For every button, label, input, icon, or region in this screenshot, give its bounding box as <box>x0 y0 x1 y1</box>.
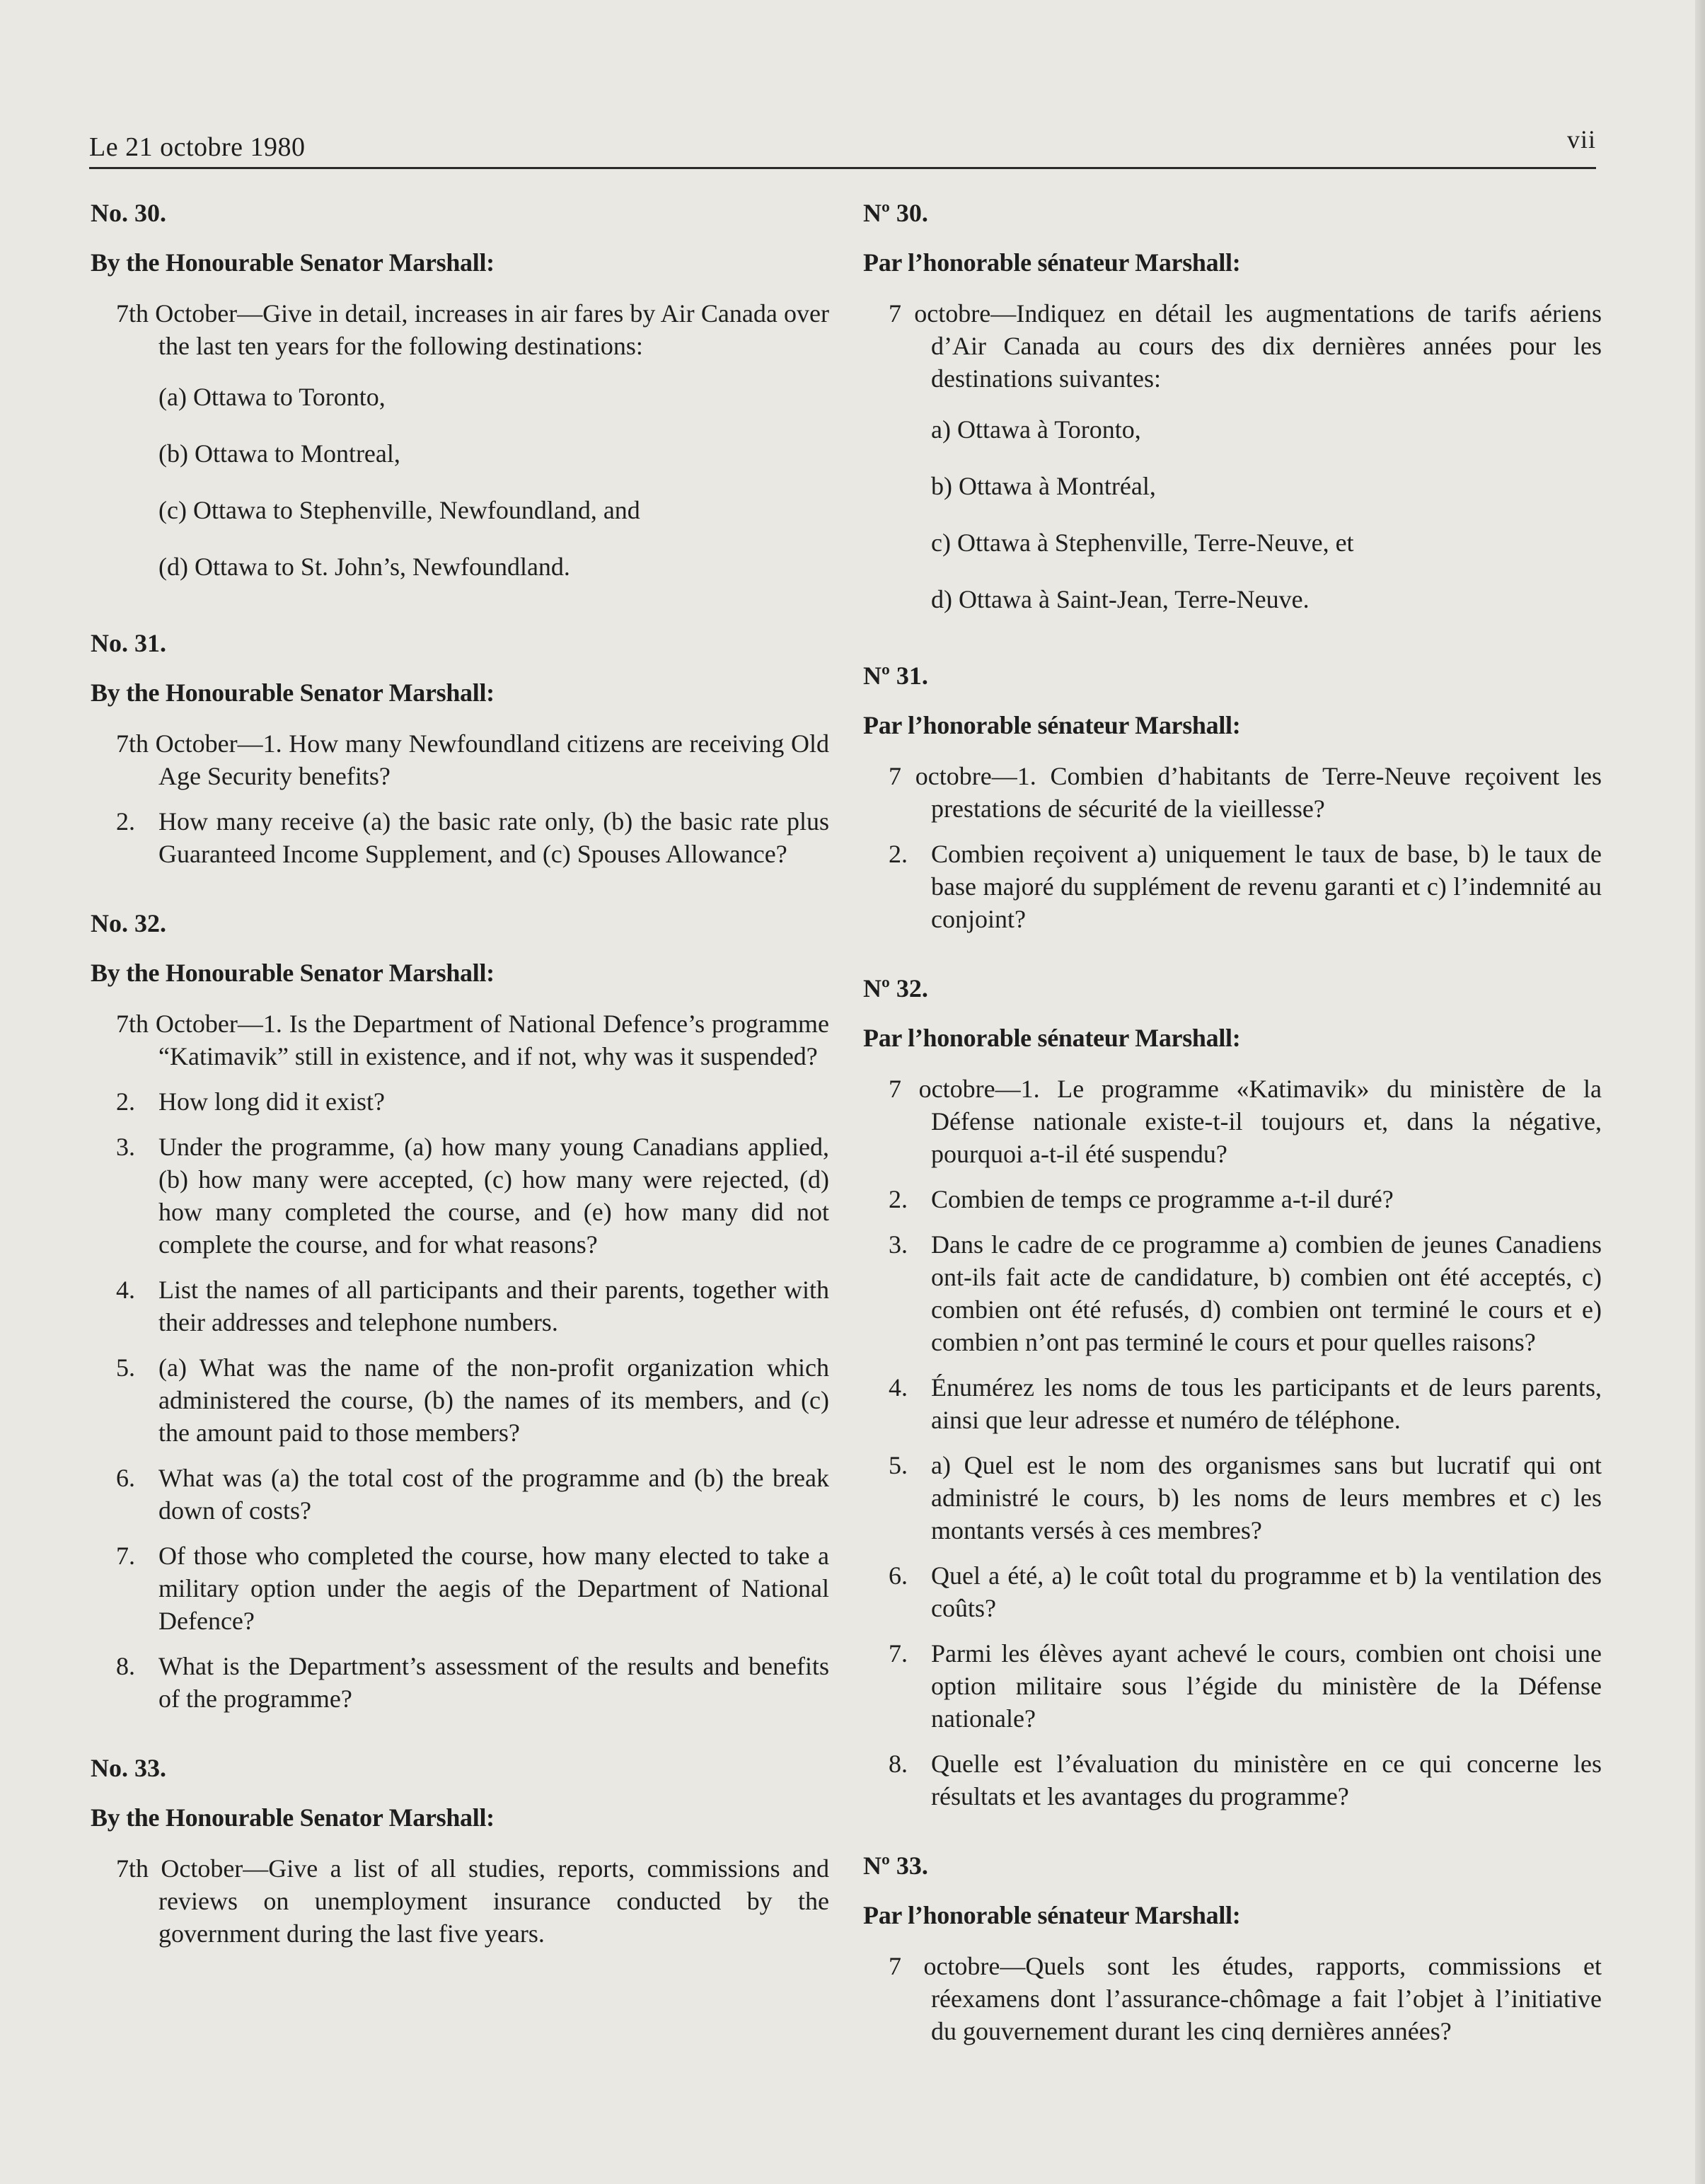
list-item: b) Ottawa à Montréal, <box>931 472 1156 500</box>
page-number: vii <box>1566 125 1596 154</box>
list-item: d) Ottawa à Saint-Jean, Terre-Neuve. <box>931 585 1310 613</box>
item-text: How many receive (a) the basic rate only, (b) the basic rate plus Guaranteed Income Supplement, and (c) Spouses Allowance? <box>158 807 829 868</box>
list-item: (d) Ottawa to St. John’s, Newfoundland. <box>158 553 570 581</box>
item-text: Énumérez les noms de tous les participants et de leurs parents, ainsi que leur adresse et numéro de téléphone. <box>931 1373 1602 1434</box>
question-text: 7th October—1. How many Newfoundland citizens are receiving Old Age Security benefits? <box>116 729 829 790</box>
question-33-fr <box>863 1851 1613 2047</box>
question-32-en <box>91 908 840 1715</box>
french-column <box>863 198 1613 2060</box>
english-column <box>91 198 840 1963</box>
question-item <box>863 838 1613 935</box>
question-item <box>91 1131 840 1261</box>
question-author: Par l’honorable sénateur Marshall: <box>863 711 1241 739</box>
item-text: How long did it exist? <box>158 1087 385 1116</box>
question-text: 7 octobre—1. Le programme «Katimavik» du ministère de la Défense nationale existe-t-il toujours et, dans la négative, pourquoi a-t-il été suspendu? <box>889 1075 1602 1168</box>
question-33-en <box>91 1753 840 1950</box>
item-text: What is the Department’s assessment of the results and benefits of the programme? <box>158 1652 829 1713</box>
header-date: Le 21 octobre 1980 <box>89 132 306 162</box>
question-30-fr <box>863 198 1613 616</box>
question-item <box>91 805 840 870</box>
item-number: 6. <box>889 1561 908 1590</box>
question-number: Nº 30. <box>863 199 928 227</box>
item-number: 4. <box>116 1276 135 1304</box>
question-author: By the Honourable Senator Marshall: <box>91 959 495 987</box>
item-text: Of those who completed the course, how many elected to take a military option under the aegis of the Department of National Defence? <box>158 1542 829 1635</box>
item-text: Quelle est l’évaluation du ministère en ce qui concerne les résultats et les avantages du programme? <box>931 1750 1602 1810</box>
item-number: 6. <box>116 1464 135 1492</box>
question-number: Nº 31. <box>863 661 928 690</box>
list-item: c) Ottawa à Stephenville, Terre-Neuve, et <box>931 528 1354 557</box>
question-item <box>91 1539 840 1637</box>
page-header <box>89 119 1596 169</box>
item-text: List the names of all participants and their parents, together with their addresses and telephone numbers. <box>158 1276 829 1336</box>
item-text: What was (a) the total cost of the programme and (b) the break down of costs? <box>158 1464 829 1525</box>
question-author: Par l’honorable sénateur Marshall: <box>863 248 1241 277</box>
list-item: (a) Ottawa to Toronto, <box>158 383 386 411</box>
question-text: 7th October—1. Is the Department of National Defence’s programme “Katimavik” still in existence, and if not, why was it suspended? <box>116 1010 829 1070</box>
question-text: 7 octobre—Quels sont les études, rapports, commissions et réexamens dont l’assurance-chômage a fait l’objet à l’initiative du gouvernement durant les cinq dernières années? <box>889 1952 1602 2045</box>
question-31-en <box>91 628 840 870</box>
question-item <box>863 1449 1613 1547</box>
item-number: 5. <box>889 1451 908 1479</box>
item-text: Combien de temps ce programme a-t-il duré? <box>931 1185 1394 1213</box>
question-item <box>863 1228 1613 1358</box>
question-item <box>863 1371 1613 1436</box>
item-number: 2. <box>889 1185 908 1213</box>
question-30-en <box>91 198 840 583</box>
item-number: 2. <box>116 1087 135 1116</box>
question-number: No. 30. <box>91 199 166 227</box>
question-author: Par l’honorable sénateur Marshall: <box>863 1901 1241 1929</box>
question-author: By the Honourable Senator Marshall: <box>91 1803 495 1832</box>
question-item <box>863 1637 1613 1735</box>
destination-list <box>91 381 840 583</box>
question-31-fr <box>863 661 1613 935</box>
question-number: No. 32. <box>91 909 166 937</box>
item-number: 2. <box>116 807 135 836</box>
question-item <box>91 1273 840 1339</box>
item-text: (a) What was the name of the non-profit organization which administered the course, (b) the names of its members, and (c) the amount paid to those members? <box>158 1353 829 1447</box>
question-author: By the Honourable Senator Marshall: <box>91 678 495 707</box>
item-number: 7. <box>116 1542 135 1570</box>
question-author: Par l’honorable sénateur Marshall: <box>863 1024 1241 1052</box>
question-item <box>91 1462 840 1527</box>
list-item: a) Ottawa à Toronto, <box>931 415 1141 444</box>
question-item <box>863 1183 1613 1215</box>
question-number: Nº 33. <box>863 1851 928 1880</box>
list-item: (b) Ottawa to Montreal, <box>158 439 400 468</box>
question-number: Nº 32. <box>863 974 928 1003</box>
item-number: 8. <box>889 1750 908 1778</box>
destination-list <box>863 413 1613 616</box>
question-item <box>91 1085 840 1118</box>
question-text: 7 octobre—Indiquez en détail les augmentations de tarifs aériens d’Air Canada au cours des dix dernières années pour les destinations suivantes: <box>889 299 1602 393</box>
item-number: 7. <box>889 1639 908 1668</box>
question-item <box>91 1650 840 1715</box>
question-item <box>863 1559 1613 1624</box>
item-text: Combien reçoivent a) uniquement le taux de base, b) le taux de base majoré du supplément de revenu garanti et c) l’indemnité au conjoint? <box>931 840 1602 933</box>
item-text: Under the programme, (a) how many young Canadians applied, (b) how many were accepted, (c) how many were rejected, (d) how many completed the course, and (e) how many did not complete the course, and for what reasons? <box>158 1133 829 1259</box>
item-number: 3. <box>889 1230 908 1259</box>
item-text: Parmi les élèves ayant achevé le cours, combien ont choisi une option militaire sous l’égide du ministère de la Défense nationale? <box>931 1639 1602 1733</box>
question-text: 7 octobre—1. Combien d’habitants de Terre-Neuve reçoivent les prestations de sécurité de la vieillesse? <box>889 762 1602 823</box>
question-number: No. 33. <box>91 1754 166 1782</box>
item-number: 8. <box>116 1652 135 1680</box>
question-text: 7th October—Give a list of all studies, reports, commissions and reviews on unemployment insurance conducted by the government during the last five years. <box>116 1854 829 1948</box>
question-item <box>91 1351 840 1449</box>
item-number: 2. <box>889 840 908 868</box>
item-text: Dans le cadre de ce programme a) combien de jeunes Canadiens ont-ils fait acte de candidature, b) combien ont été acceptés, c) combien ont été refusés, d) combien ont terminé le cours et e) combien n’ont pas terminé le cours et pour quelles raisons? <box>931 1230 1602 1356</box>
item-text: Quel a été, a) le coût total du programme et b) la ventilation des coûts? <box>931 1561 1602 1622</box>
page-edge <box>1695 0 1705 2184</box>
list-item: (c) Ottawa to Stephenville, Newfoundland, and <box>158 496 640 524</box>
question-author: By the Honourable Senator Marshall: <box>91 248 495 277</box>
item-number: 4. <box>889 1373 908 1402</box>
item-text: a) Quel est le nom des organismes sans but lucratif qui ont administré le cours, b) les noms de leurs membres et c) les montants versés à ces membres? <box>931 1451 1602 1544</box>
question-number: No. 31. <box>91 629 166 657</box>
question-item <box>863 1747 1613 1813</box>
question-32-fr <box>863 973 1613 1813</box>
item-number: 5. <box>116 1353 135 1382</box>
item-number: 3. <box>116 1133 135 1161</box>
question-text: 7th October—Give in detail, increases in air fares by Air Canada over the last ten years for the following destinations: <box>116 299 829 360</box>
